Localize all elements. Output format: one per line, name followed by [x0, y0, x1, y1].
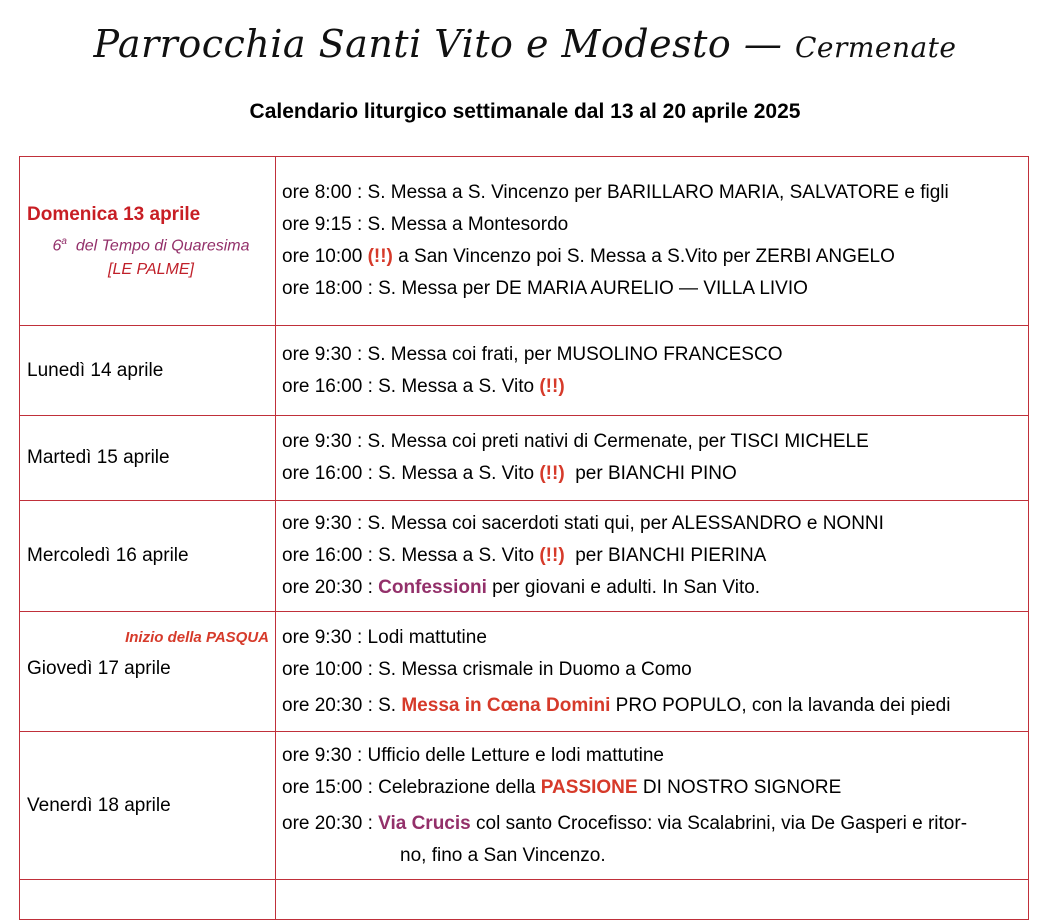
events-cell [276, 612, 1029, 732]
day-name: Domenica 13 aprile [27, 203, 201, 225]
event-line: ore 20:30 : Via Crucis col santo Crocefisso: via Scalabrini, via De Gasperi e ritor- [282, 812, 968, 834]
day-name: Giovedì 17 aprile [27, 658, 171, 679]
day-name: Venerdì 18 aprile [27, 794, 171, 816]
event-line: ore 10:00 : S. Messa crismale in Duomo a Como [282, 658, 692, 680]
day-cell [20, 157, 276, 326]
event-line: ore 8:00 : S. Messa a S. Vincenzo per BARILLARO MARIA, SALVATORE e figli [282, 182, 949, 203]
table-row [20, 880, 1029, 920]
day-cell [20, 612, 276, 732]
event-line: ore 20:30 : S. Messa in Cœna Domini PRO POPULO, con la lavanda dei piedi [282, 694, 951, 716]
event-line: ore 9:30 : Ufficio delle Letture e lodi mattutine [282, 744, 664, 766]
document-title [0, 22, 1050, 66]
table-row [20, 157, 1029, 326]
alert-mark: (!!) [539, 463, 565, 484]
event-line: ore 9:30 : S. Messa coi frati, per MUSOLINO FRANCESCO [282, 343, 783, 365]
event-line: ore 10:00 (!!) a San Vincenzo poi S. Messa a S.Vito per ZERBI ANGELO [282, 246, 895, 267]
liturgical-note-bracket: [LE PALME] [108, 261, 194, 279]
day-cell [20, 880, 276, 920]
alert-mark: (!!) [539, 545, 565, 566]
event-line: ore 16:00 : S. Messa a S. Vito (!!) [282, 375, 565, 397]
table-row [20, 501, 1029, 612]
day-cell [20, 732, 276, 880]
day-note: Inizio della PASQUA [125, 629, 269, 646]
document-subtitle: Calendario liturgico settimanale dal 13 al 20 aprile 2025 [249, 100, 801, 123]
events-cell [276, 880, 1029, 920]
day-cell [20, 501, 276, 612]
day-name: Martedì 15 aprile [27, 447, 170, 468]
liturgical-note: 6$^a$ del Tempo di Quaresima [52, 235, 250, 255]
events-cell [276, 501, 1029, 612]
event-line: ore 9:30 : Lodi mattutine [282, 626, 487, 648]
event-line: ore 16:00 : S. Messa a S. Vito (!!) per BIANCHI PINO [282, 463, 737, 484]
event-line: ore 15:00 : Celebrazione della PASSIONE DI NOSTRO SIGNORE [282, 776, 842, 798]
highlight-text: Messa in Cœna Domini [401, 694, 611, 716]
highlight-text: Confessioni [372, 577, 487, 598]
calendar-table [19, 156, 1029, 920]
day-name: Lunedì 14 aprile [27, 359, 164, 381]
day-cell [20, 416, 276, 501]
events-cell [276, 157, 1029, 326]
events-cell [276, 732, 1029, 880]
title-main: Parrocchia Santi Vito e Modesto [93, 22, 732, 66]
highlight-text: Via Crucis [372, 812, 471, 834]
events-cell [276, 326, 1029, 416]
event-line: ore 9:15 : S. Messa a Montesordo [282, 214, 569, 235]
highlight-text: PASSIONE [540, 776, 638, 798]
events-cell [276, 416, 1029, 501]
day-name: Mercoledì 16 aprile [27, 545, 189, 566]
table-row [20, 416, 1029, 501]
event-line: ore 16:00 : S. Messa a S. Vito (!!) per BIANCHI PIERINA [282, 545, 767, 566]
event-line: ore 18:00 : S. Messa per DE MARIA AURELIO — VILLA LIVIO [282, 278, 808, 299]
title-separator: — [731, 22, 795, 66]
event-line-continuation: no, fino a San Vincenzo. [400, 844, 606, 866]
title-place: Cermenate [794, 31, 957, 64]
event-line: ore 9:30 : S. Messa coi preti nativi di Cermenate, per TISCI MICHELE [282, 431, 869, 452]
event-line: ore 9:30 : S. Messa coi sacerdoti stati qui, per ALESSANDRO e NONNI [282, 513, 884, 534]
alert-mark: (!!) [539, 375, 565, 397]
table-row [20, 326, 1029, 416]
day-cell [20, 326, 276, 416]
table-row [20, 732, 1029, 880]
event-line: ore 20:30 : Confessioni per giovani e adulti. In San Vito. [282, 577, 761, 598]
alert-mark: (!!) [367, 246, 393, 267]
table-row [20, 612, 1029, 732]
